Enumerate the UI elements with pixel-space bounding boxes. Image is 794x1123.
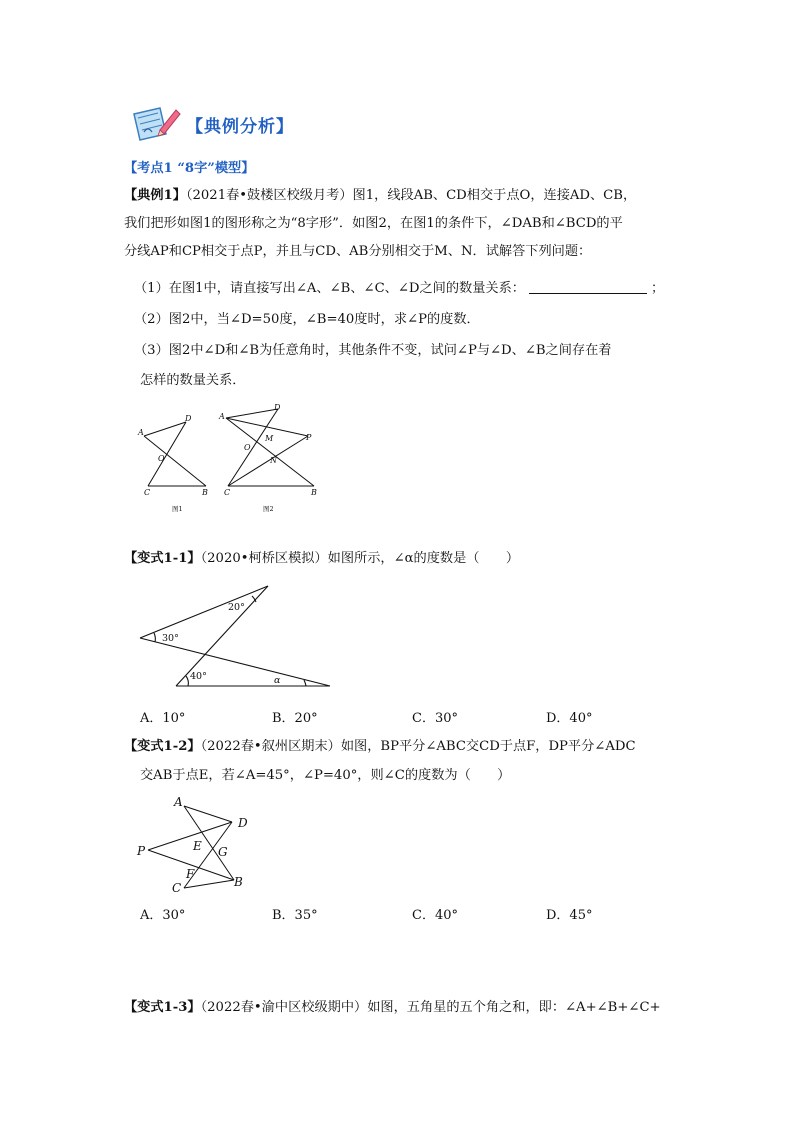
variant11-choice-c[interactable]: C．30° <box>412 711 458 726</box>
example1-q3b: 怎样的数量关系． <box>140 373 246 388</box>
variant12-tag: 【变式1-2】 <box>124 739 201 754</box>
fig1-caption: 图1 <box>172 505 183 513</box>
fig2-lines <box>226 409 314 486</box>
variant13-tag: 【变式1-3】 <box>124 1000 201 1015</box>
fig1-lines <box>144 422 206 486</box>
example1-line2: 我们把形如图1的图形称之为“8字形”．如图2，在图1的条件下，∠DAB和∠BCD的平 <box>124 216 623 231</box>
variant11-tag: 【变式1-1】 <box>124 551 201 566</box>
fig2-label-p: P <box>306 433 312 442</box>
fig2-label-o: O <box>244 443 251 452</box>
fig3-label-a: A <box>174 795 183 809</box>
example1-q3a: （3）图2中∠D和∠B为任意角时，其他条件不变，试问∠P与∠D、∠B之间存在着 <box>134 343 612 358</box>
fig2-label-n: N <box>270 456 277 465</box>
example1-line3: 分线AP和CP相交于点P，并且与CD、AB分别相交于M、N．试解答下列问题： <box>124 244 592 259</box>
variant11-figure <box>136 582 336 690</box>
section-banner <box>130 104 294 144</box>
variant11-line: 【变式1-1】（2020•柯桥区模拟）如图所示，∠α的度数是（ ） <box>124 551 520 566</box>
variant12-figure <box>134 792 264 898</box>
fig3-label-f: F <box>186 867 195 881</box>
example1-tag: 【典例1】 <box>124 188 186 203</box>
variant13-line: 【变式1-3】（2022春•渝中区校级期中）如图，五角星的五个角之和，即：∠A+∠B+∠C+ <box>124 1000 661 1015</box>
variant12-line2: 交AB于点E，若∠A=45°，∠P=40°，则∠C的度数为（ ） <box>140 768 511 783</box>
angle-40-label: 40° <box>190 671 207 682</box>
answer-blank[interactable] <box>529 281 647 294</box>
fig3-label-d: D <box>238 816 248 830</box>
variant11-choice-b[interactable]: B．20° <box>272 711 318 726</box>
fig3-label-g: G <box>218 845 228 859</box>
fig1-label-d: D <box>185 414 192 423</box>
variant11-choice-d[interactable]: D．40° <box>546 711 593 726</box>
fig2-label-a: A <box>219 412 225 421</box>
variant11-choice-a[interactable]: A．10° <box>140 711 186 726</box>
fig2-caption: 图2 <box>263 505 274 513</box>
angle-alpha-label: α <box>274 675 281 686</box>
banner-title: 【典例分析】 <box>186 116 294 137</box>
section-heading: 【考点1 “8字”模型】 <box>124 161 255 176</box>
fig2-label-c: C <box>224 488 231 497</box>
variant12-choice-b[interactable]: B．35° <box>272 908 318 923</box>
fig1-label-a: A <box>138 428 144 437</box>
example1-q1: （1）在图1中，请直接写出∠A、∠B、∠C、∠D之间的数量关系： ； <box>134 281 665 296</box>
angle-20-label: 20° <box>228 602 245 613</box>
fig2-label-m: M <box>265 434 274 443</box>
variant12-choice-d[interactable]: D．45° <box>546 908 593 923</box>
variant12-line1: 【变式1-2】（2022春•叙州区期末）如图，BP平分∠ABC交CD于点F，DP平分∠ADC <box>124 739 636 754</box>
fig1-label-c: C <box>144 488 151 497</box>
notebook-pencil-icon <box>130 104 182 144</box>
example1-line1: 【典例1】（2021春•鼓楼区校级月考）图1，线段AB、CD相交于点O，连接AD、CB， <box>124 188 637 203</box>
example1-q2: （2）图2中，当∠D=50度，∠B=40度时，求∠P的度数． <box>134 312 480 327</box>
fig3-label-e: E <box>193 839 202 853</box>
fig1-label-b: B <box>202 488 208 497</box>
variant12-choice-c[interactable]: C．40° <box>412 908 458 923</box>
fig3-label-b: B <box>234 875 243 889</box>
fig3-label-p: P <box>137 844 146 858</box>
example1-figures <box>132 400 332 520</box>
fig1-label-o: O <box>158 454 165 463</box>
angle-30-label: 30° <box>162 633 179 644</box>
variant12-choice-a[interactable]: A．30° <box>140 908 186 923</box>
fig2-label-b: B <box>311 488 317 497</box>
fig3-label-c: C <box>172 881 182 895</box>
fig2-label-d: D <box>274 403 281 412</box>
